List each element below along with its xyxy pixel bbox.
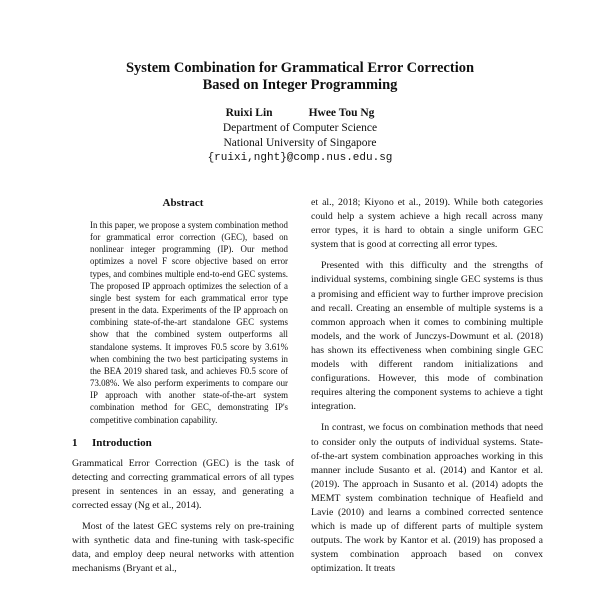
left-column bbox=[72, 196, 294, 576]
section-number: 1 bbox=[72, 436, 78, 449]
abstract-text: In this paper, we propose a system combination method for grammatical error correction (GEC), based on nonlinear integer programming (IP). Our method optimizes a novel F score objective based on error types, and combines multiple end-to-end GEC systems. The proposed IP approach optimizes the selection of a single best system for each grammatical error type present in the data. Experiments of the IP approach on combining state-of-the-art standalone GEC systems show that the combined system outperforms all standalone systems. It improves F0.5 score by 3.61% when combining the two best participating systems in the BEA 2019 shared task, and achieves F0.5 score of 73.08%. We also perform experiments to compare our IP approach with another state-of-the-art system combination method for GEC, demonstrating IP's competitive combination capability. bbox=[90, 220, 288, 425]
intro-paragraph-1: Grammatical Error Correction (GEC) is the task of detecting and correcting grammatical errors of all types present in sentences in an essay, and generating a corrected essay (Ng et al., 2014). bbox=[72, 457, 294, 511]
intro-paragraph-2: Most of the latest GEC systems rely on pre-training with synthetic data and fine-tuning with task-specific data, and employ deep neural networks with attention mechanisms (Bryant et al., bbox=[72, 521, 294, 575]
author-1: Ruixi Lin bbox=[225, 107, 273, 119]
right-paragraph-2: Presented with this difficulty and the strengths of individual systems, combining single GEC systems is thus a promising and efficient way to further improve precision and recall. Creating an ensemble of multiple systems is a common approach when it comes to combining multiple models, and the work of Junczys-Dowmunt et al. (2018) has shown its effectiveness when combining single GEC models with different random initializations and configurations. However, this mode of combination requires altering the component systems to achieve a tight integration. bbox=[311, 260, 543, 413]
title-line-2: Based on Integer Programming bbox=[202, 77, 398, 93]
section-title: Introduction bbox=[92, 436, 152, 449]
abstract-heading: Abstract bbox=[162, 197, 204, 209]
section-heading-introduction bbox=[72, 436, 294, 450]
affiliation-university: National University of Singapore bbox=[223, 137, 377, 149]
right-column bbox=[311, 196, 543, 576]
author-names bbox=[0, 106, 600, 121]
right-paragraph-3: In contrast, we focus on combination methods that need to consider only the outputs of individual systems. State-of-the-art system combination approaches working in this manner include Susanto et al. (2014) and Kantor et al. (2019). The approach in Susanto et al. (2014) adopts the MEMT system combination technique of Heafield and Lavie (2010) and learns a combined corrected sentence which is made up of different parts of multiple system outputs. The work by Kantor et al. (2019) has proposed a system combination approach based on convex optimization. It treats bbox=[311, 422, 543, 575]
author-email: {ruixi,nght}@comp.nus.edu.sg bbox=[207, 152, 393, 164]
author-block bbox=[0, 106, 600, 166]
author-2: Hwee Tou Ng bbox=[308, 107, 375, 119]
right-paragraph-1: et al., 2018; Kiyono et al., 2019). While both categories could help a system achieve a high recall across many error types, it is hard to obtain a single uniform GEC system that is good at correcting all error types. bbox=[311, 197, 543, 251]
paper-title bbox=[0, 60, 600, 94]
affiliation-department: Department of Computer Science bbox=[222, 122, 378, 134]
title-line-1: System Combination for Grammatical Error Correction bbox=[125, 60, 475, 76]
